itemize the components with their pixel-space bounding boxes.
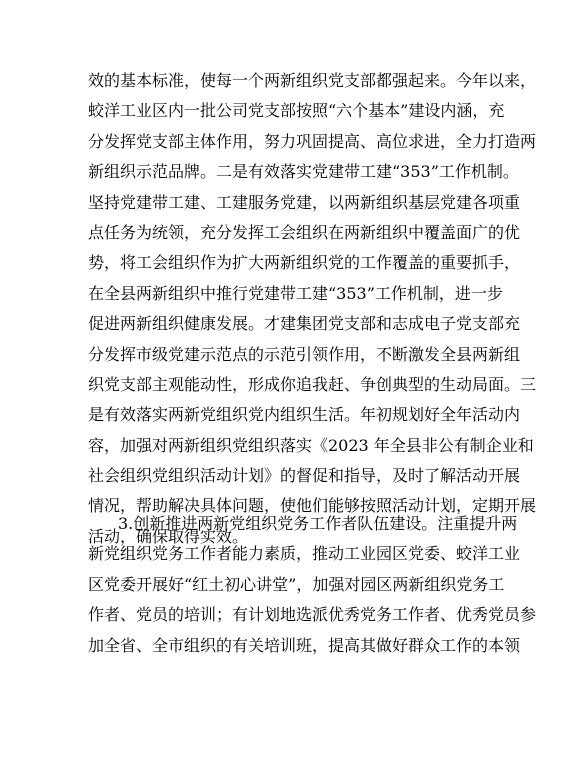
- text-line: 分发挥市级党建示范点的示范引领作用，不断激发全县两新组: [88, 344, 521, 364]
- text-line: 3.创新推进两新党组织党务工作者队伍建设。注重提升两: [118, 514, 518, 533]
- text-line: 作者、党员的培训；有计划地选派优秀党务工作者、优秀党员参: [88, 605, 537, 625]
- text-line: 社会组织党组织活动计划》的督促和指导，及时了解活动开展: [88, 466, 521, 486]
- text-line: 容，加强对两新组织党组织落实《2023 年全县非公有制企业和: [88, 435, 534, 455]
- text-line: 点任务为统领，充分发挥工会组织在两新组织中覆盖面广的优: [88, 222, 521, 242]
- text-line: 是有效落实两新党组织党内组织生活。年初规划好全年活动内: [88, 405, 521, 425]
- text-line: 新党组织党务工作者能力素质，推动工业园区党委、蛟洋工业: [88, 544, 521, 564]
- text-line: 分发挥党支部主体作用，努力巩固提高、高位求进，全力打造两: [88, 131, 537, 151]
- text-line: 效的基本标准，使每一个两新组织党支部都强起来。今年以来，: [88, 71, 537, 90]
- text-line: 情况，帮助解决具体问题，使他们能够按照活动计划，定期开展: [88, 496, 537, 516]
- text-line: 新组织示范品牌。二是有效落实党建带工建“353”工作机制。: [88, 162, 519, 182]
- paragraph-1: [88, 66, 537, 552]
- text-line: 促进两新组织健康发展。才建集团党支部和志成电子党支部充: [88, 314, 521, 334]
- text-line: 坚持党建带工建、工建服务党建，以两新组织基层党建各项重: [88, 192, 521, 212]
- paragraph-2: [88, 509, 537, 661]
- text-line: 活动，确保取得实效。: [88, 526, 249, 546]
- text-line: 加全省、全市组织的有关培训班，提高其做好群众工作的本领: [88, 635, 521, 655]
- text-line: 区党委开展好“红土初心讲堂”，加强对园区两新组织党务工: [88, 574, 505, 594]
- text-line: 织党支部主观能动性，形成你追我赶、争创典型的生动局面。三: [88, 374, 537, 394]
- text-line: 蛟洋工业区内一批公司党支部按照“六个基本”建设内涵，充: [88, 101, 505, 121]
- text-line: 在全县两新组织中推行党建带工建“353”工作机制，进一步: [88, 283, 503, 303]
- text-line: 势，将工会组织作为扩大两新组织党的工作覆盖的重要抓手，: [88, 253, 521, 273]
